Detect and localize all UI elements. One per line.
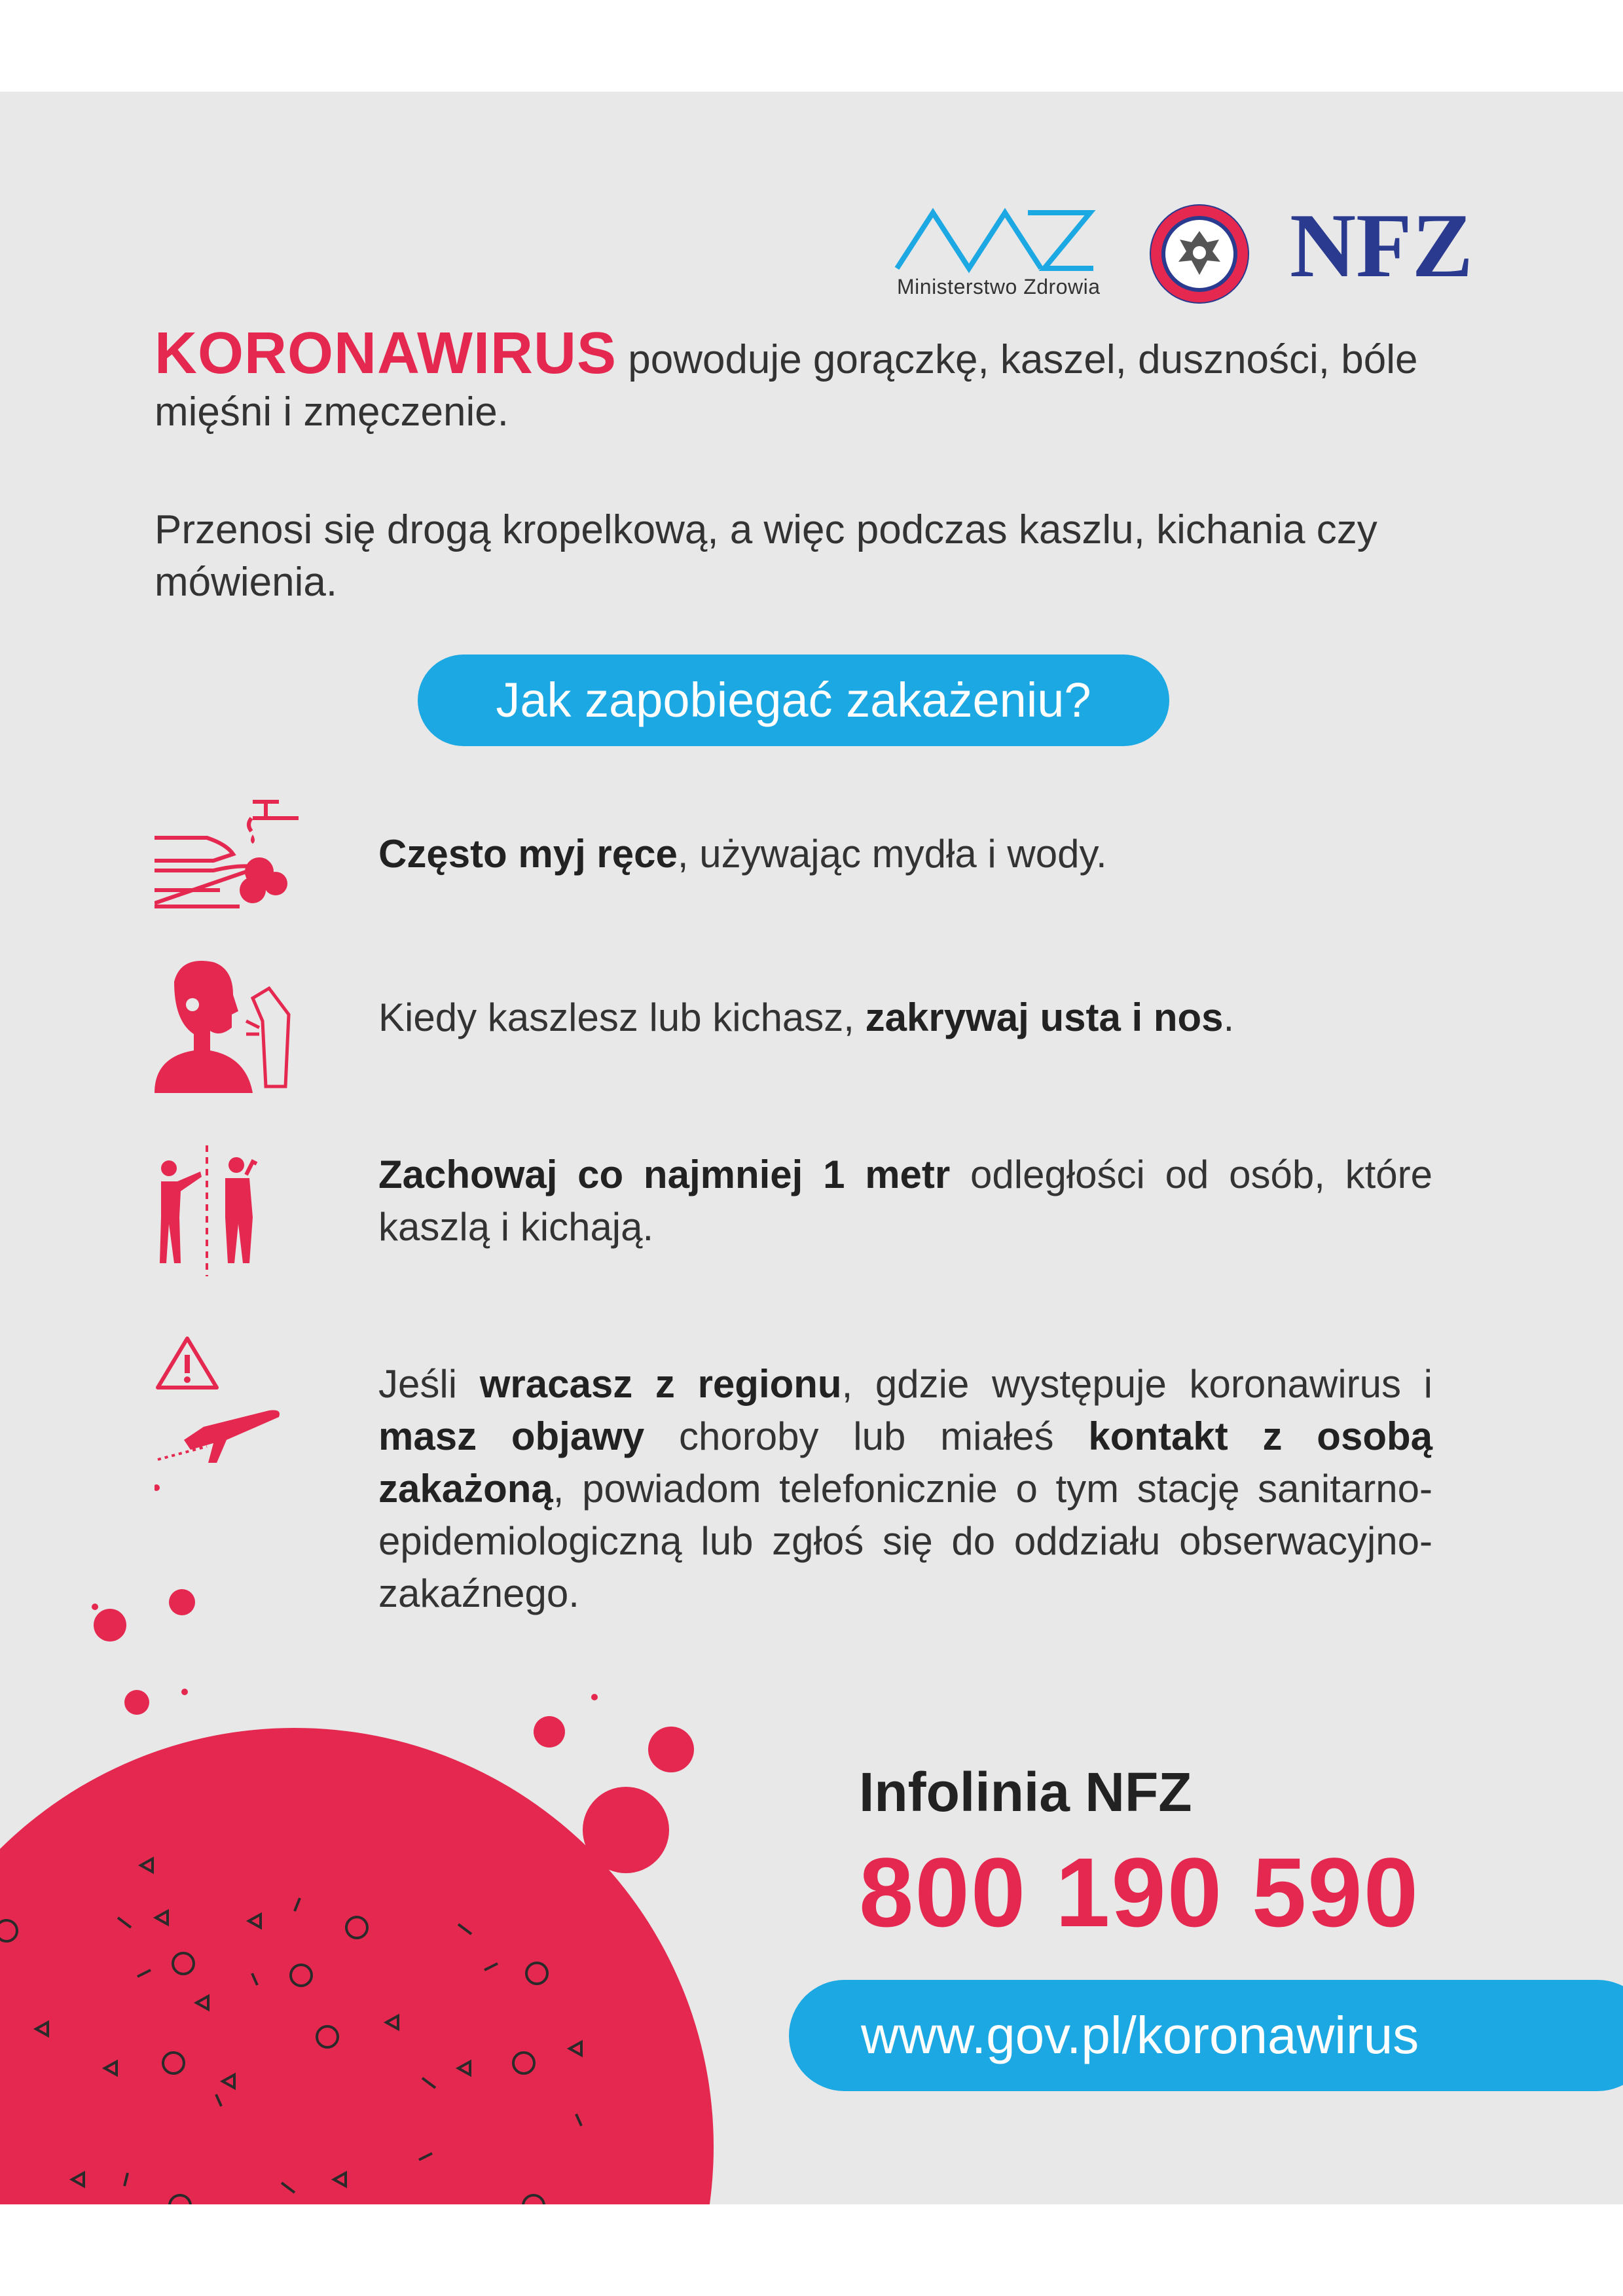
ministry-logo-text: Ministerstwo Zdrowia [897, 275, 1101, 298]
tip-wash-hands [378, 828, 1432, 880]
tip-travel-d: masz objawy [378, 1414, 645, 1458]
cough-cover-icon [155, 956, 299, 1093]
hotline-label: Infolinia NFZ [859, 1761, 1192, 1823]
hand-washing-icon [155, 798, 299, 916]
tip-cover-mouth-pre: Kiedy kaszlesz lub kichasz, [378, 996, 866, 1039]
nfz-logo [1290, 203, 1480, 288]
distance-icon [155, 1145, 266, 1276]
tip-distance-bold: Zachowaj co najmniej 1 metr [378, 1153, 951, 1196]
virus-circle-decoration [0, 1662, 720, 2204]
tip-travel-contact [378, 1358, 1432, 1620]
tip-travel-e: choroby lub miałeś [644, 1414, 1089, 1458]
warning-travel-icon [155, 1335, 285, 1492]
nfz-logo-text: NFZ [1290, 203, 1473, 288]
tip-travel-g: , powiadom telefonicznie o tym stację sanitarno-epidemiologiczną lub zgłoś się do oddziału obserwacyjno-zakaźnego. [378, 1467, 1432, 1615]
hotline-phone-number[interactable]: 800 190 590 [859, 1837, 1420, 1947]
prevention-question-banner: Jak zapobiegać zakażeniu? [418, 655, 1169, 746]
tip-travel-f: kontakt z osobą zakażoną [378, 1414, 1432, 1511]
decor-dot [94, 1609, 126, 1641]
sanitary-inspection-seal [1147, 202, 1252, 306]
intro-paragraph-1 [155, 321, 1457, 439]
decor-dot [92, 1604, 98, 1610]
koronawirus-heading: KORONAWIRUS [155, 321, 617, 386]
decor-dot [169, 1589, 195, 1615]
tip-travel-c: , gdzie występuje koronawirus i [841, 1362, 1433, 1406]
tip-distance-rest: odległości od osób, które kaszlą i kichają. [378, 1153, 1432, 1249]
tip-cover-mouth [378, 992, 1432, 1044]
poster [0, 92, 1623, 2204]
tip-wash-hands-rest: , używając mydła i wody. [677, 832, 1107, 876]
tip-wash-hands-bold: Często myj ręce [378, 832, 678, 876]
intro-paragraph-2: Przenosi się drogą kropelkową, a więc podczas kaszlu, kichania czy mówienia. [155, 507, 1377, 605]
tip-cover-mouth-bold: zakrywaj usta i nos [865, 996, 1224, 1039]
intro-symptoms-text: powoduje gorączkę, kaszel, duszności, bóle mięśni i zmęczenie. [155, 337, 1418, 435]
tip-keep-distance [378, 1149, 1432, 1253]
tip-travel-a: Jeśli [378, 1362, 480, 1406]
website-url-link[interactable]: www.gov.pl/koronawirus [789, 1980, 1623, 2091]
tip-cover-mouth-post: . [1223, 996, 1235, 1039]
tip-travel-b: wracasz z regionu [479, 1362, 842, 1406]
